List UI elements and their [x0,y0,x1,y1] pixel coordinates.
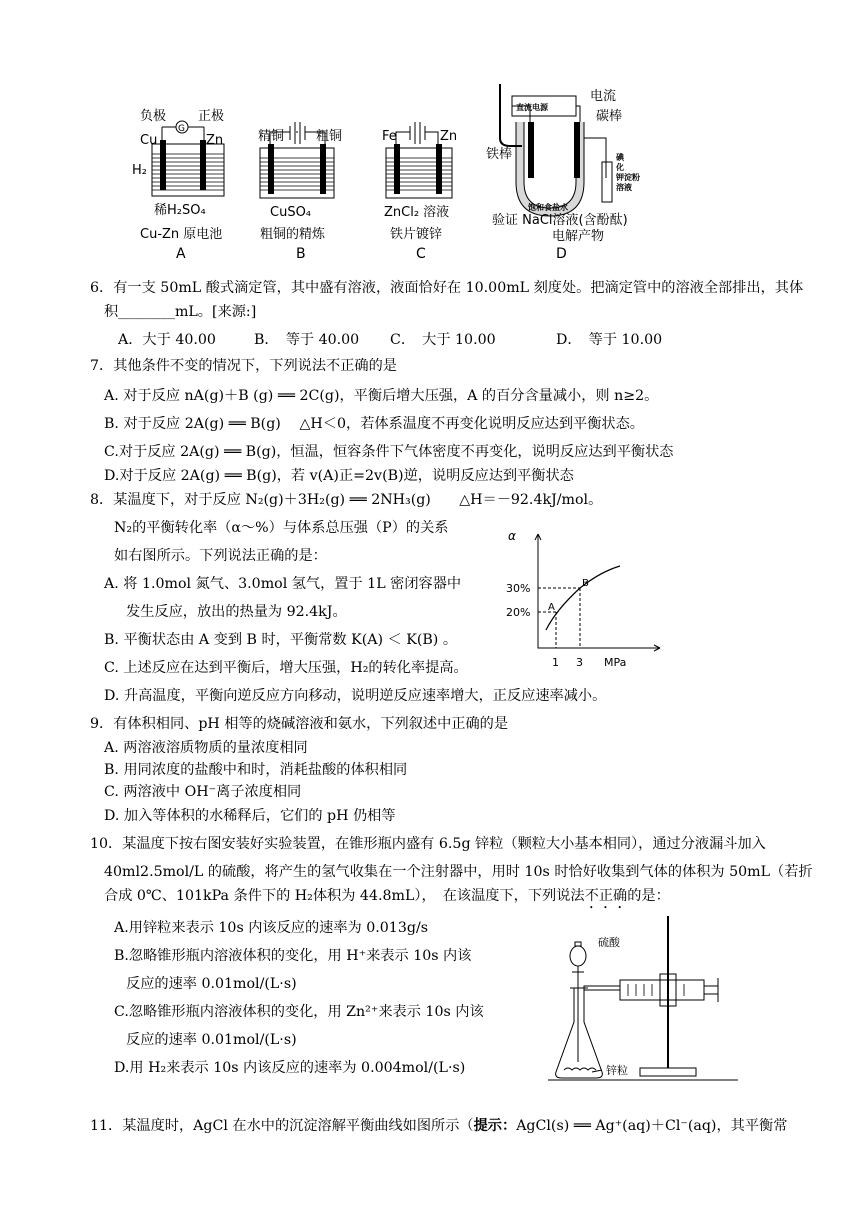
svg-text:Cu-Zn 原电池: Cu-Zn 原电池 [140,227,223,242]
svg-text:碘: 碘 [616,153,624,162]
q8-line2: N₂的平衡转化率（α～%）与体系总压强（P）的关系 [114,520,449,536]
q9-option-c: C. 两溶液中 OH⁻离子浓度相同 [104,784,302,800]
q9-option-b: B. 用同浓度的盐酸中和时，消耗盐酸的体积相同 [104,762,408,778]
figure-d [486,84,640,262]
q9-option-d: D. 加入等体积的水稀释后，它们的 pH 仍相等 [104,808,396,824]
svg-text:CuSO₄: CuSO₄ [270,205,312,220]
svg-text:α: α [508,529,516,543]
q10-line3 [104,886,670,912]
q10-line1: 10．某温度下按右图安装好实验装置，在锥形瓶内盛有 6.5g 锌粒（颗粒大小基本相同），通过分液漏斗加入 [90,836,766,852]
q10-option-b-line1: B.忽略锥形瓶内溶液体积的变化，用 H⁺来表示 10s 内该 [114,948,472,964]
q7-option-d: D.对于反应 2A(g) ══ B(g)，若 v(A)正=2v(B)逆，说明反应达到平衡状态 [104,468,574,484]
q10-line3-a: 合成 0℃、101kPa 条件下的 H₂体积为 44.8mL）， 在该温度下，下列说法 [104,888,585,904]
q10-option-b-line2: 反应的速率 0.01mol/(L·s) [126,976,297,992]
svg-text:3: 3 [576,656,583,669]
svg-text:粗铜: 粗铜 [316,129,343,144]
svg-text:ZnCl₂ 溶液: ZnCl₂ 溶液 [384,205,450,220]
q11-line1-a: 11．某温度时，AgCl 在水中的沉淀溶解平衡曲线如图所示（ [90,1118,474,1134]
q10-option-c-line1: C.忽略锥形瓶内溶液体积的变化，用 Zn²⁺来表示 10s 内该 [114,1004,484,1020]
q10-emphasis: 不正确 [584,888,628,904]
svg-text:溶液: 溶液 [616,183,632,192]
q10-option-a: A.用锌粒来表示 10s 内该反应的速率为 0.013g/s [114,920,429,936]
svg-text:精铜: 精铜 [258,129,285,144]
q10-line3-c: 的是： [627,888,670,904]
svg-text:碳棒: 碳棒 [596,109,623,124]
svg-text:钾淀粉: 钾淀粉 [616,173,640,182]
svg-text:电流: 电流 [590,89,617,104]
q8-conversion-graph [500,528,670,678]
q7-option-a: A. 对于反应 nA(g)＋B (g) ══ 2C(g)，平衡后增大压强，A 的百分含量减小，则 n≥2。 [104,388,659,404]
q7-option-c: C.对于反应 2A(g) ══ B(g)，恒温，恒容条件下气体密度不再变化，说明反应达到平衡状态 [104,444,674,460]
figure-b [258,122,342,262]
q8-option-d: D. 升高温度，平衡向逆反应方向移动，说明逆反应速率增大，正反应速率减小。 [104,688,607,704]
q9-stem: 9．有体积相同、pH 相等的烧碱溶液和氨水，下列叙述中正确的是 [90,716,509,732]
q6-stem-line2: 积________mL。[来源:] [104,304,257,320]
q8-option-b: B. 平衡状态由 A 变到 B 时，平衡常数 K(A) ＜ K(B) 。 [104,632,458,648]
svg-text:负极: 负极 [140,109,167,124]
q8-option-a-line2: 发生反应，放出的热量为 92.4kJ。 [126,604,347,620]
figure-c [382,122,457,262]
q6-stem-line1: 6．有一支 50mL 酸式滴定管，其中盛有溶液，液面恰好在 10.00mL 刻度处。把滴定管中的溶液全部排出，其体 [90,280,804,296]
svg-text:D: D [556,246,567,262]
svg-text:正极: 正极 [198,109,225,124]
figure-a [132,108,224,262]
q10-apparatus [548,912,738,1084]
svg-text:A: A [176,246,186,262]
svg-text:A: A [548,602,555,613]
svg-text:铁棒: 铁棒 [486,147,513,162]
q10-option-c-line2: 反应的速率 0.01mol/(L·s) [126,1032,297,1048]
svg-text:Zn: Zn [440,129,458,144]
svg-text:G: G [178,124,185,134]
svg-text:MPa: MPa [604,656,627,669]
svg-text:H₂: H₂ [132,163,147,178]
q6-option-d: D． 等于 10.00 [556,332,663,348]
svg-text:Zn: Zn [206,133,224,148]
q7-stem: 7．其他条件不变的情况下，下列说法不正确的是 [90,358,397,374]
q8-line3: 如右图所示。下列说法正确的是： [114,548,327,564]
svg-text:Cu: Cu [140,133,158,148]
q8-option-a-line1: A. 将 1.0mol 氮气、3.0mol 氢气，置于 1L 密闭容器中 [104,576,462,592]
svg-text:饱和食盐水: 饱和食盐水 [528,203,568,212]
q10-option-d: D.用 H₂来表示 10s 内该反应的速率为 0.004mol/(L·s) [114,1060,466,1076]
q6-option-c: C． 大于 10.00 [390,332,496,348]
q7-option-b: B. 对于反应 2A(g) ══ B(g) △H＜0，若体系温度不再变化说明反应达到平衡状态。 [104,416,644,432]
svg-text:化: 化 [616,163,624,172]
q11-hint-label: 提示： [473,1118,517,1134]
svg-text:直流电源: 直流电源 [516,103,548,112]
svg-text:C: C [416,246,426,262]
svg-text:验证 NaCl溶液(含酚酞): 验证 NaCl溶液(含酚酞) [492,213,628,228]
svg-text:30%: 30% [506,582,531,595]
q8-stem: 8．某温度下，对于反应 N₂(g)＋3H₂(g) ══ 2NH₃(g) △H＝－92.4kJ/mol。 [90,492,603,508]
q11-line1 [90,1116,787,1136]
svg-text:1: 1 [552,656,559,669]
q6-option-b: B． 等于 40.00 [254,332,360,348]
svg-text:铁片镀锌: 铁片镀锌 [390,227,443,242]
svg-text:稀H₂SO₄: 稀H₂SO₄ [154,203,206,218]
q8-option-c: C. 上述反应在达到平衡后，增大压强，H₂的转化率提高。 [104,660,468,676]
svg-text:B: B [296,246,306,262]
q9-option-a: A. 两溶液溶质物质的量浓度相同 [104,740,308,756]
svg-text:20%: 20% [506,606,531,619]
q6-option-a: A．大于 40.00 [118,332,216,348]
svg-text:硫酸: 硫酸 [598,936,620,949]
q11-line1-c: AgCl(s) ══ Ag⁺(aq)＋Cl⁻(aq)，其平衡常 [516,1118,788,1134]
svg-text:B: B [582,578,589,589]
svg-text:粗铜的精炼: 粗铜的精炼 [260,227,326,242]
svg-text:Fe: Fe [382,129,397,144]
svg-text:电解产物: 电解产物 [552,229,605,244]
svg-text:锌粒: 锌粒 [606,1064,628,1077]
q10-line2: 40ml2.5mol/L 的硫酸，将产生的氢气收集在一个注射器中，用时 10s 时恰好收集到气体的体积为 50mL（若折 [104,864,813,880]
figure-electrochem [120,82,680,262]
